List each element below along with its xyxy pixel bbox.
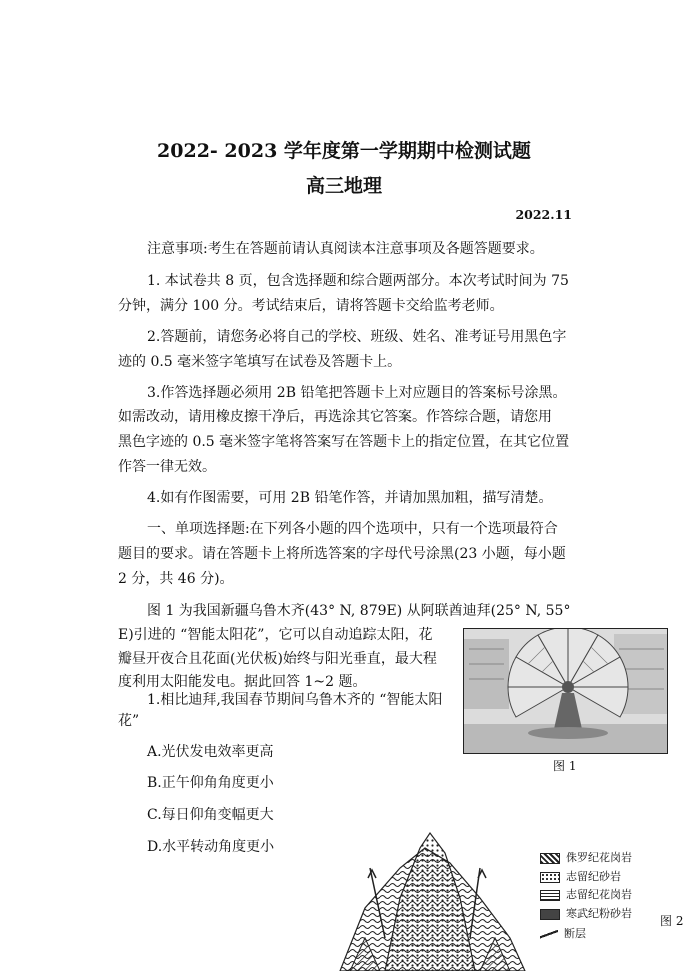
notice-item-3-line-3: 黑色字迹的 0.5 毫米签字笔将答案写在答题卡上的指定位置，在其它位置 [118, 434, 570, 450]
section-1-intro-line-2: 题目的要求。请在答题卡上将所选答案的字母代号涂黑(23 小题，每小题 [118, 546, 566, 562]
page-subtitle: 高三地理 [305, 175, 382, 197]
legend-swatch [540, 872, 560, 883]
notice-item-3-line-1: 3.作答选择题必须用 2B 铅笔把答题卡上对应题目的答案标号涂黑。 [147, 385, 567, 401]
exam-date: 2022.11 [515, 207, 572, 222]
passage-line-2: E)引进的 “智能太阳花”，它可以自动追踪太阳，花 [118, 627, 433, 643]
figure-2-caption: 图 2 [660, 914, 684, 928]
legend-cambrian-siltstone [540, 905, 632, 921]
legend-label: 志留纪花岗岩 [566, 888, 632, 901]
notice-item-3-line-4: 作答一律无效。 [118, 459, 216, 475]
legend-label: 侏罗纪花岗岩 [566, 851, 632, 864]
page-title: 2022- 2023 学年度第一学期期中检测试题 [157, 140, 531, 162]
figure-1-caption: 图 1 [553, 759, 577, 773]
section-1-intro-line-3: 2 分，共 46 分)。 [118, 571, 234, 587]
notice-item-1-line-2: 分钟，满分 100 分。考试结束后，请将答题卡交给监考老师。 [118, 298, 504, 314]
question-1-option-a: A.光伏发电效率更高 [147, 744, 274, 760]
legend-swatch [540, 890, 560, 901]
figure-2-geologic-map [330, 828, 530, 971]
sun-flower-illustration [464, 629, 667, 753]
passage-line-4: 度利用太阳能发电。据此回答 1~2 题。 [118, 674, 367, 690]
section-1-intro-line-1: 一、单项选择题:在下列各小题的四个选项中，只有一个选项最符合 [147, 521, 558, 537]
legend-label: 志留纪砂岩 [566, 870, 621, 883]
notice-item-2-line-1: 2.答题前，请您务必将自己的学校、班级、姓名、准考证号用黑色字 [147, 329, 567, 345]
notice-item-4: 4.如有作图需要，可用 2B 铅笔作答，并请加黑加粗，描写清楚。 [147, 490, 553, 506]
question-1-option-d: D.水平转动角度更小 [147, 839, 275, 855]
figure-1-photo [463, 628, 668, 754]
question-1-option-c: C.每日仰角变幅更大 [147, 807, 274, 823]
legend-silurian-granite [540, 886, 632, 902]
notice-item-1-line-1: 1. 本试卷共 8 页，包含选择题和综合题两部分。本次考试时间为 75 [147, 273, 569, 289]
legend-jurassic-granite [540, 849, 632, 865]
passage-line-3: 瓣昼开夜合且花面(光伏板)始终与阳光垂直，最大程 [118, 651, 437, 667]
fault-icon [540, 930, 558, 939]
legend-swatch [540, 909, 560, 920]
legend-fault [540, 925, 586, 941]
notice-item-2-line-2: 迹的 0.5 毫米签字笔填写在试卷及答题卡上。 [118, 354, 402, 370]
notice-item-3-line-2: 如需改动，请用橡皮擦干净后，再选涂其它答案。作答综合题，请您用 [118, 409, 552, 425]
legend-silurian-sandstone [540, 868, 621, 884]
notice-heading: 注意事项:考生在答题前请认真阅读本注意事项及各题答题要求。 [147, 241, 544, 257]
passage-line-1: 图 1 为我国新疆乌鲁木齐(43° N, 879E) 从阿联酋迪拜(25° N, 55° [147, 603, 571, 619]
legend-label: 寒武纪粉砂岩 [566, 907, 632, 920]
question-1-stem-line-1: 1.相比迪拜,我国春节期间乌鲁木齐的 “智能太阳 [147, 692, 443, 708]
question-1-stem-line-2: 花” [118, 713, 140, 729]
question-1-option-b: B.正午仰角角度更小 [147, 775, 274, 791]
legend-swatch [540, 853, 560, 864]
legend-label: 断层 [564, 927, 586, 940]
